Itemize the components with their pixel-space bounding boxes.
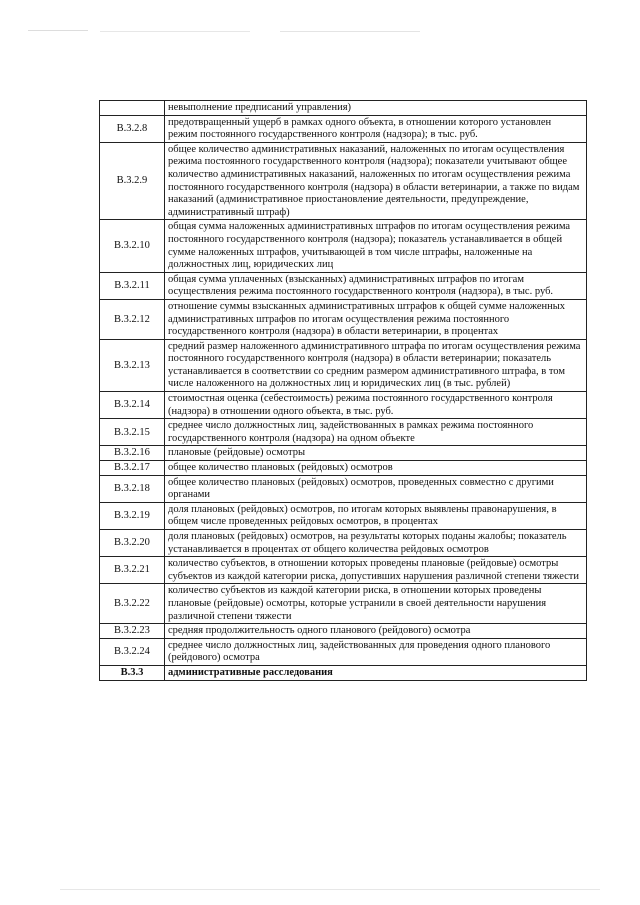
- table-row: [100, 339, 587, 391]
- row-description: доля плановых (рейдовых) осмотров, на результаты которых поданы жалобы; показатель устанавливается в процентах от общего количества рейдовых осмотров: [165, 530, 587, 557]
- row-description: общая сумма наложенных административных штрафов по итогам осуществления режима постоянного государственного контроля (надзора); показатель устанавливается в общей сумме наложенных штрафов, учитывающей в том числе штрафы, наложенные на должностных лиц, юридических лиц: [165, 220, 587, 272]
- row-code: В.3.2.19: [100, 502, 165, 529]
- table-row: [100, 584, 587, 624]
- table-row: [100, 475, 587, 502]
- row-code: В.3.2.20: [100, 530, 165, 557]
- table-row: [100, 115, 587, 142]
- row-description: невыполнение предписаний управления): [165, 101, 587, 116]
- row-description: количество субъектов, в отношении которых проведены плановые (рейдовые) осмотры субъектов из каждой категории риска, допустивших нарушения различной степени тяжести: [165, 557, 587, 584]
- scan-artifact: [60, 889, 600, 890]
- table-row: [100, 557, 587, 584]
- row-description: средняя продолжительность одного планового (рейдового) осмотра: [165, 624, 587, 639]
- row-code: В.3.2.23: [100, 624, 165, 639]
- row-description: административные расследования: [165, 665, 587, 680]
- table-row: [100, 502, 587, 529]
- row-code: В.3.2.12: [100, 299, 165, 339]
- row-code: В.3.2.14: [100, 392, 165, 419]
- row-description: средний размер наложенного административного штрафа по итогам осуществления режима постоянного государственного контроля (надзора) в области ветеринарии; показатель устанавливается в соответствии со средним размером административного штрафа, в том числе наложенного на должностных лиц и юридических лиц (в тыс. рублей): [165, 339, 587, 391]
- table-row: [100, 419, 587, 446]
- row-description: общее количество плановых (рейдовых) осмотров, проведенных совместно с другими органами: [165, 475, 587, 502]
- row-description: среднее число должностных лиц, задействованных в рамках режима постоянного государственного контроля (надзора) на одном объекте: [165, 419, 587, 446]
- scan-artifact: [280, 31, 420, 32]
- scan-artifact: [28, 30, 88, 31]
- row-description: предотвращенный ущерб в рамках одного объекта, в отношении которого установлен режим постоянного государственного контроля (надзора); в тыс. руб.: [165, 115, 587, 142]
- table-row: [100, 665, 587, 680]
- table-row: [100, 299, 587, 339]
- table-row: [100, 272, 587, 299]
- row-code: В.3.2.18: [100, 475, 165, 502]
- table-row: [100, 461, 587, 476]
- table-row: [100, 142, 587, 220]
- row-description: общее количество административных наказаний, наложенных по итогам осуществления режима постоянного государственного контроля (надзора); показатели учитывают общее количество административных наказаний, наложенных по итогам осуществления режима постоянного государственного контроля (надзора) в области ветеринарии, а также по видам наказаний (административное приостановление деятельности, предупреждение, административный штраф): [165, 142, 587, 220]
- row-code: В.3.2.22: [100, 584, 165, 624]
- row-description: плановые (рейдовые) осмотры: [165, 446, 587, 461]
- row-code: В.3.2.8: [100, 115, 165, 142]
- row-code: В.3.2.17: [100, 461, 165, 476]
- indicators-table: [99, 100, 587, 681]
- row-description: среднее число должностных лиц, задействованных для проведения одного планового (рейдового) осмотра: [165, 638, 587, 665]
- table-row: [100, 638, 587, 665]
- row-description: количество субъектов из каждой категории риска, в отношении которых проведены плановые (рейдовые) осмотры, которые устранили в своей деятельности нарушения различной степени тяжести: [165, 584, 587, 624]
- row-code: [100, 101, 165, 116]
- row-code: В.3.2.15: [100, 419, 165, 446]
- row-code: В.3.2.13: [100, 339, 165, 391]
- row-code: В.3.2.16: [100, 446, 165, 461]
- table-row: [100, 446, 587, 461]
- row-code: В.3.3: [100, 665, 165, 680]
- row-code: В.3.2.21: [100, 557, 165, 584]
- table-row: [100, 624, 587, 639]
- table-row: [100, 392, 587, 419]
- table-row: [100, 530, 587, 557]
- row-description: доля плановых (рейдовых) осмотров, по итогам которых выявлены правонарушения, в общем числе проведенных рейдовых осмотров, в процентах: [165, 502, 587, 529]
- row-description: отношение суммы взысканных административных штрафов к общей сумме наложенных административных штрафов по итогам осуществления режима постоянного государственного контроля (надзора) в области ветеринарии, в процентах: [165, 299, 587, 339]
- row-description: общая сумма уплаченных (взысканных) административных штрафов по итогам осуществления режима постоянного государственного контроля (надзора), в тыс. руб.: [165, 272, 587, 299]
- row-code: В.3.2.11: [100, 272, 165, 299]
- table-row: [100, 220, 587, 272]
- row-code: В.3.2.24: [100, 638, 165, 665]
- row-code: В.3.2.9: [100, 142, 165, 220]
- row-code: В.3.2.10: [100, 220, 165, 272]
- table-row: [100, 101, 587, 116]
- scan-artifact: [100, 31, 250, 32]
- row-description: стоимостная оценка (себестоимость) режима постоянного государственного контроля (надзора) в отношении одного объекта, в тыс. руб.: [165, 392, 587, 419]
- row-description: общее количество плановых (рейдовых) осмотров: [165, 461, 587, 476]
